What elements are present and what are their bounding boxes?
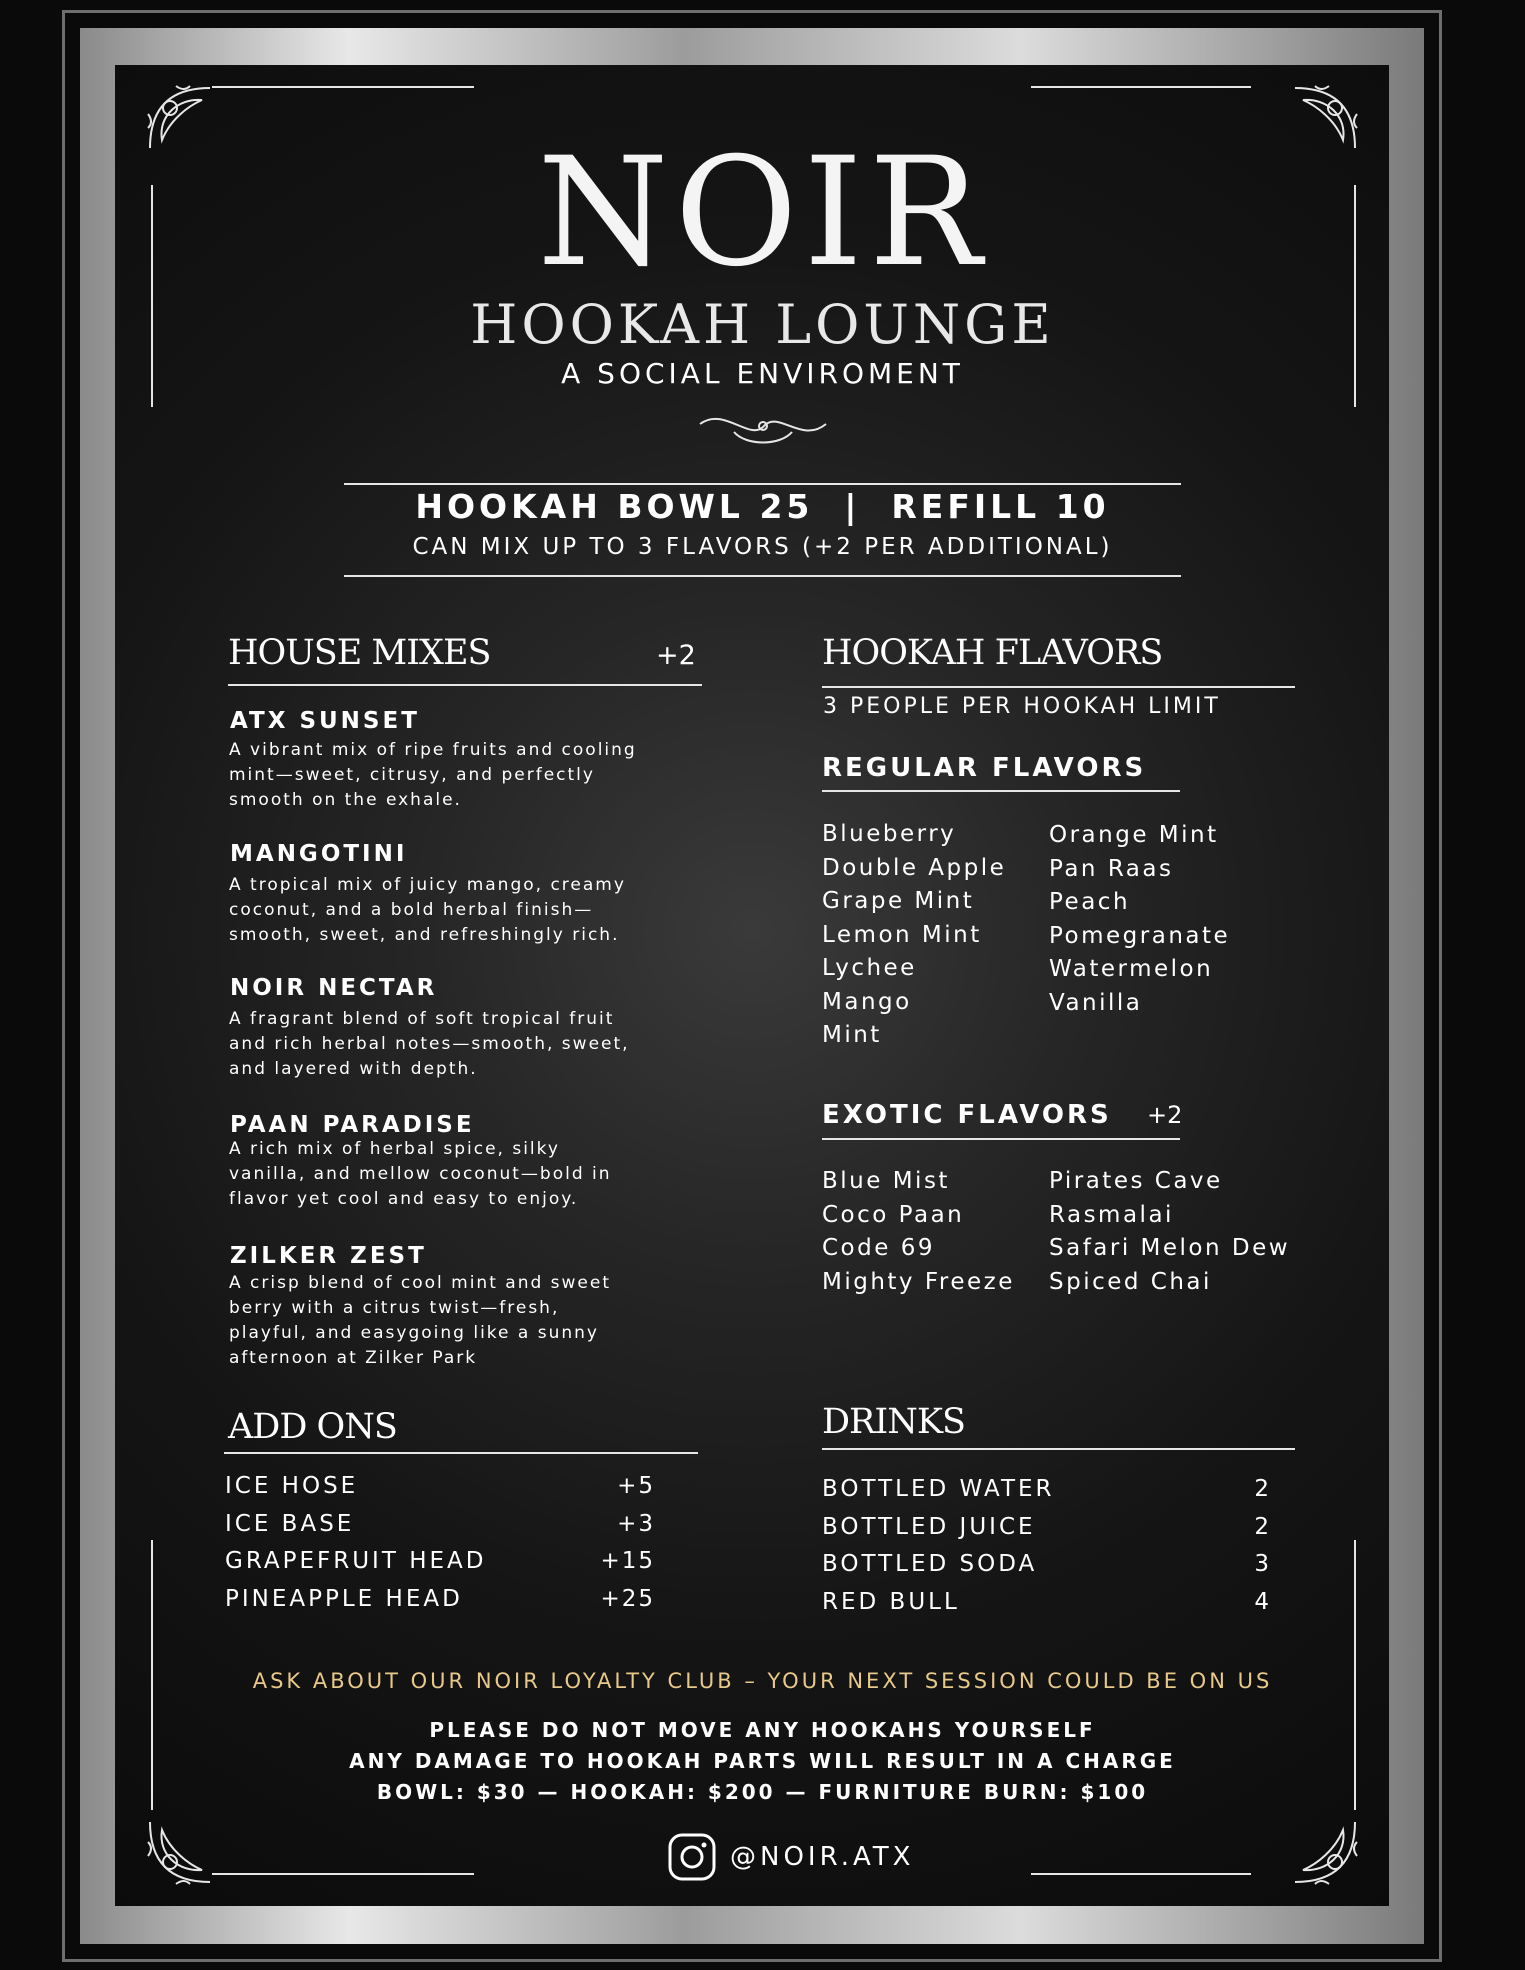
mix-name: NOIR NECTAR [230, 975, 438, 1001]
flavor-item: Lemon Mint [822, 921, 982, 948]
exotic-flavors-title: EXOTIC FLAVORS [822, 1100, 1112, 1130]
flavor-item: Double Apple [822, 854, 1007, 881]
item-price: +25 [600, 1585, 655, 1612]
mix-description: A vibrant mix of ripe fruits and cooling mint—sweet, citrusy, and perfectly smooth on the exhale. [229, 740, 637, 810]
corner-ornament-icon [140, 1812, 220, 1892]
flavor-item: Vanilla [1049, 989, 1143, 1016]
item-name: BOTTLED WATER [822, 1476, 1055, 1502]
flavor-item: Mango [822, 988, 912, 1015]
flavor-item: Mint [822, 1022, 882, 1048]
instagram-icon[interactable] [667, 1832, 717, 1882]
item-price: 3 [1254, 1551, 1271, 1577]
item-name: BOTTLED SODA [822, 1551, 1038, 1577]
mix-name: ZILKER ZEST [230, 1243, 427, 1269]
mix-description: A rich mix of herbal spice, silky vanilla, and mellow coconut—bold in flavor yet cool and easy to enjoy. [229, 1139, 612, 1209]
mix-name: PAAN PARADISE [230, 1112, 475, 1138]
item-price: +3 [617, 1510, 655, 1537]
drinks-rule [822, 1448, 1295, 1450]
flavor-item: Mighty Freeze [822, 1268, 1015, 1295]
bottom-left-rule [212, 1873, 474, 1875]
flavor-item: Watermelon [1049, 956, 1214, 982]
top-right-rule [1031, 86, 1251, 88]
item-name: GRAPEFRUIT HEAD [225, 1548, 487, 1574]
item-price: 2 [1254, 1476, 1271, 1502]
item-name: ICE BASE [225, 1510, 355, 1537]
regular-flavors-title: REGULAR FLAVORS [822, 753, 1147, 783]
flavor-item: Safari Melon Dew [1049, 1235, 1291, 1261]
item-name: PINEAPPLE HEAD [225, 1585, 463, 1612]
add-ons-title: ADD ONS [228, 1407, 397, 1447]
flavor-item: Coco Paan [822, 1201, 965, 1228]
bottom-right-rule [1031, 1873, 1251, 1875]
hookah-flavors-rule [822, 686, 1295, 688]
flavor-item: Grape Mint [822, 888, 975, 914]
item-price: 2 [1254, 1513, 1271, 1540]
exotic-flavors-price: +2 [1147, 1101, 1183, 1129]
flavor-item: Code 69 [822, 1235, 935, 1261]
house-mixes-price: +2 [656, 640, 696, 671]
price-main: HOOKAH BOWL 25 | REFILL 10 [415, 487, 1110, 526]
top-left-rule [212, 86, 474, 88]
house-mixes-title: HOUSE MIXES [228, 633, 491, 673]
item-name: RED BULL [822, 1588, 960, 1615]
flourish-icon [694, 402, 832, 454]
loyalty-message: ASK ABOUT OUR NOIR LOYALTY CLUB – YOUR NEXT SESSION COULD BE ON US [252, 1669, 1273, 1693]
flavor-item: Pan Raas [1049, 855, 1174, 882]
flavor-item: Pirates Cave [1049, 1168, 1223, 1194]
notice-line: PLEASE DO NOT MOVE ANY HOOKAHS YOURSELF [429, 1718, 1096, 1742]
house-mixes-rule [228, 684, 702, 686]
regular-flavors-rule [822, 790, 1180, 792]
exotic-flavors-col1 [822, 1165, 1015, 1299]
hookah-limit: 3 PEOPLE PER HOOKAH LIMIT [823, 694, 1221, 719]
price-note: CAN MIX UP TO 3 FLAVORS (+2 PER ADDITIONAL) [412, 534, 1113, 560]
instagram-handle[interactable]: @NOIR.ATX [730, 1842, 915, 1872]
mix-name: MANGOTINI [230, 841, 408, 867]
flavor-item: Blue Mist [822, 1168, 950, 1194]
flavor-item: Rasmalai [1049, 1201, 1174, 1228]
notice-line: BOWL: $30 — HOOKAH: $200 — FURNITURE BURN: $100 [376, 1780, 1149, 1804]
flavor-item: Pomegranate [1049, 922, 1231, 949]
mix-description: A tropical mix of juicy mango, creamy coconut, and a bold herbal finish—smooth, sweet, and refreshingly rich. [229, 875, 626, 945]
mix-name: ATX SUNSET [230, 708, 420, 734]
flavor-item: Lychee [822, 955, 917, 981]
mix-description: A crisp blend of cool mint and sweet berry with a citrus twist—fresh, playful, and easygoing like a sunny afternoon at Zilker Park [229, 1273, 612, 1368]
brand-tagline: A SOCIAL ENVIROMENT [561, 357, 964, 390]
drinks-title: DRINKS [822, 1402, 965, 1442]
brand-subtitle: HOOKAH LOUNGE [470, 293, 1055, 356]
regular-flavors-col2 [1049, 819, 1230, 1020]
notice-line: ANY DAMAGE TO HOOKAH PARTS WILL RESULT IN A CHARGE [349, 1749, 1176, 1773]
flavor-item: Peach [1049, 889, 1131, 915]
brand-logo: NOIR [537, 126, 988, 300]
corner-ornament-icon [1285, 1812, 1365, 1892]
add-ons-rule [224, 1452, 698, 1454]
item-price: +15 [600, 1548, 655, 1574]
exotic-flavors-col2 [1049, 1165, 1290, 1299]
item-price: 4 [1254, 1588, 1271, 1615]
item-name: BOTTLED JUICE [822, 1513, 1036, 1540]
item-price: +5 [617, 1473, 655, 1499]
exotic-flavors-rule [822, 1138, 1180, 1140]
item-name: ICE HOSE [225, 1473, 359, 1499]
flavor-item: Orange Mint [1049, 822, 1219, 848]
flavor-item: Spiced Chai [1049, 1268, 1212, 1295]
flavor-item: Blueberry [822, 821, 957, 847]
mix-description: A fragrant blend of soft tropical fruit and rich herbal notes—smooth, sweet, and layered with depth. [229, 1009, 630, 1079]
regular-flavors-col1 [822, 818, 1006, 1053]
hookah-flavors-title: HOOKAH FLAVORS [822, 633, 1163, 673]
